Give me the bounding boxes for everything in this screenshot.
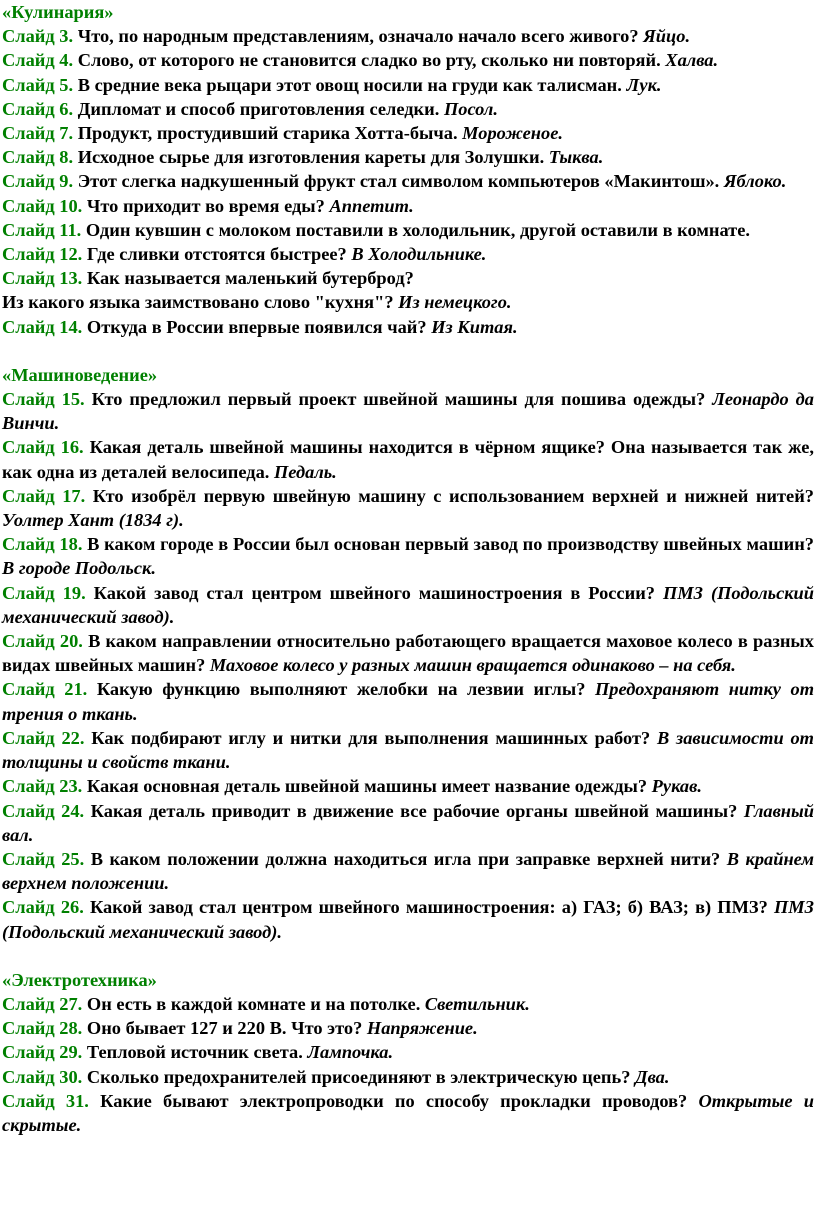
slide-label: Слайд 10. xyxy=(2,195,83,216)
slide-label: Слайд 3. xyxy=(2,26,74,47)
question-text: Продукт, простудивший старика Хотта-быча. xyxy=(77,123,458,144)
quiz-item xyxy=(2,532,814,580)
quiz-item xyxy=(2,1065,814,1089)
quiz-item xyxy=(2,97,814,121)
slide-label: Слайд 12. xyxy=(2,244,83,265)
slide-label: Слайд 15. xyxy=(2,389,85,410)
quiz-item xyxy=(2,847,814,895)
answer-text: В Холодильнике. xyxy=(351,244,487,265)
quiz-item xyxy=(2,484,814,532)
question-text: Какие бывают электропроводки по способу прокладки проводов? xyxy=(100,1090,688,1111)
section-title-electrical: «Электротехника» xyxy=(2,969,157,990)
question-text: Какой завод стал центром швейного машиностроения в России? xyxy=(93,582,655,603)
slide-label: Слайд 16. xyxy=(2,437,84,458)
answer-text: Из Китая. xyxy=(431,316,518,337)
slide-label: Слайд 23. xyxy=(2,776,83,797)
answer-text: В зависимости от толщины и свойств ткани. xyxy=(2,727,814,773)
section-spacer xyxy=(2,944,814,968)
quiz-item xyxy=(2,435,814,483)
quiz-item xyxy=(2,73,814,97)
quiz-item xyxy=(2,48,814,72)
section-title-machine-science: «Машиноведение» xyxy=(2,364,158,385)
question-text: Тепловой источник света. xyxy=(86,1042,303,1063)
answer-text: Предохраняют нитку от трения о ткань. xyxy=(2,679,815,724)
question-text: Оно бывает 127 и 220 В. Что это? xyxy=(86,1018,363,1039)
slide-label: Слайд 11. xyxy=(2,219,82,240)
quiz-item xyxy=(2,895,814,943)
answer-text: В городе Подольск. xyxy=(2,558,156,579)
question-text: Какой завод стал центром швейного машиностроения: а) ГАЗ; б) ВАЗ; в) ПМЗ? xyxy=(89,897,768,918)
quiz-item xyxy=(2,121,814,145)
question-text: Он есть в каждой комнате и на потолке. xyxy=(86,993,421,1014)
question-text: Из какого языка заимствовано слово "кухня"? xyxy=(2,292,394,313)
question-text: Слово, от которого не становится сладко во рту, сколько ни повторяй. xyxy=(77,50,661,71)
answer-text: Педаль. xyxy=(274,461,337,482)
question-text: В средние века рыцари этот овощ носили на груди как талисман. xyxy=(77,74,622,95)
question-text: В каком положении должна находиться игла при заправке верхней нити? xyxy=(90,848,721,869)
quiz-item xyxy=(2,194,814,218)
quiz-item xyxy=(2,774,814,798)
question-text: В каком направлении относительно работающего вращается маховое колесо в разных видах швейных машин? xyxy=(2,631,814,676)
quiz-item xyxy=(2,315,814,339)
slide-label: Слайд 28. xyxy=(2,1018,83,1039)
slide-label: Слайд 29. xyxy=(2,1042,83,1063)
quiz-item xyxy=(2,629,814,677)
question-text: В каком городе в России был основан первый завод по производству швейных машин? xyxy=(87,534,814,555)
section-title-culinary: «Кулинария» xyxy=(2,2,114,22)
slide-label: Слайд 13. xyxy=(2,268,83,289)
slide-label: Слайд 30. xyxy=(2,1066,83,1087)
slide-label: Слайд 18. xyxy=(2,534,83,555)
answer-text: Из немецкого. xyxy=(398,292,512,313)
question-text: Сколько предохранителей присоединяют в электрическую цепь? xyxy=(86,1066,631,1087)
quiz-item xyxy=(2,1016,814,1040)
question-text: Что приходит во время еды? xyxy=(86,195,325,216)
question-text: Какая деталь швейной машины находится в чёрном ящике? Она называется так же, как одна из деталей велосипеда. xyxy=(2,437,814,482)
question-text: Как называется маленький бутерброд? xyxy=(86,268,414,289)
answer-text: Маховое колесо у разных машин вращается одинаково – на себя. xyxy=(209,655,736,676)
answer-text: Посол. xyxy=(443,98,498,119)
question-text: Какая основная деталь швейной машины имеет название одежды? xyxy=(86,776,648,797)
quiz-item xyxy=(2,218,814,242)
question-text: Один кувшин с молоком поставили в холодильник, другой оставили в комнате. xyxy=(85,219,750,240)
question-text: Дипломат и способ приготовления селедки. xyxy=(77,98,440,119)
slide-label: Слайд 19. xyxy=(2,582,86,603)
answer-text: Тыква. xyxy=(548,147,604,168)
slide-label: Слайд 5. xyxy=(2,74,74,95)
question-text: Где сливки отстоятся быстрее? xyxy=(86,244,347,265)
answer-text: Главный вал. xyxy=(2,800,815,845)
slide-label: Слайд 17. xyxy=(2,485,86,506)
answer-text: Яйцо. xyxy=(643,26,691,47)
question-text: Кто предложил первый проект швейной машины для пошива одежды? xyxy=(91,389,706,410)
slide-label: Слайд 4. xyxy=(2,50,74,71)
slide-label: Слайд 6. xyxy=(2,98,74,119)
answer-text: Лампочка. xyxy=(307,1042,394,1063)
slide-label: Слайд 27. xyxy=(2,993,83,1014)
question-text: Как подбирают иглу и нитки для выполнения машинных работ? xyxy=(91,727,651,748)
slide-label: Слайд 26. xyxy=(2,897,84,918)
slide-label: Слайд 21. xyxy=(2,679,88,700)
answer-text: Рукав. xyxy=(651,776,702,797)
answer-text: Аппетит. xyxy=(329,195,414,216)
quiz-item xyxy=(2,242,814,266)
section-spacer xyxy=(2,339,814,363)
quiz-item xyxy=(2,992,814,1016)
slide-label: Слайд 24. xyxy=(2,800,85,821)
answer-text: Лук. xyxy=(626,74,662,95)
question-text: Исходное сырье для изготовления кареты для Золушки. xyxy=(77,147,545,168)
question-text: Этот слегка надкушенный фрукт стал символом компьютеров «Макинтош». xyxy=(77,171,720,192)
slide-label: Слайд 25. xyxy=(2,848,85,869)
question-text: Кто изобрёл первую швейную машину с использованием верхней и нижней нитей? xyxy=(92,485,814,506)
answer-text: Леонардо да Винчи. xyxy=(2,389,814,434)
quiz-item xyxy=(2,677,814,725)
slide-label: Слайд 9. xyxy=(2,171,74,192)
quiz-item xyxy=(2,726,814,774)
answer-text: Светильник. xyxy=(424,993,530,1014)
answer-text: Халва. xyxy=(665,50,719,71)
answer-text: Два. xyxy=(635,1066,670,1087)
answer-text: Напряжение. xyxy=(366,1018,478,1039)
quiz-item xyxy=(2,169,814,193)
answer-text: Уолтер Хант (1834 г). xyxy=(2,510,184,531)
answer-text: ПМЗ (Подольский механический завод). xyxy=(2,582,815,627)
quiz-item xyxy=(2,145,814,169)
slide-label: Слайд 20. xyxy=(2,631,83,652)
quiz-item xyxy=(2,266,814,290)
slide-label: Слайд 31. xyxy=(2,1090,89,1111)
slide-label: Слайд 22. xyxy=(2,727,85,748)
question-text: Какую функцию выполняют желобки на лезвии иглы? xyxy=(96,679,586,700)
slide-label: Слайд 8. xyxy=(2,147,74,168)
question-text: Какая деталь приводит в движение все рабочие органы швейной машины? xyxy=(90,800,738,821)
quiz-item xyxy=(2,1089,814,1137)
quiz-item xyxy=(2,1040,814,1064)
quiz-item xyxy=(2,290,814,314)
answer-text: Открытые и скрытые. xyxy=(2,1090,814,1135)
answer-text: Мороженое. xyxy=(462,123,563,144)
question-text: Откуда в России впервые появился чай? xyxy=(86,316,427,337)
quiz-item xyxy=(2,581,814,629)
slide-label: Слайд 14. xyxy=(2,316,83,337)
quiz-item xyxy=(2,799,814,847)
answer-text: В крайнем верхнем положении. xyxy=(2,848,814,894)
question-text: Что, по народным представлениям, означало начало всего живого? xyxy=(77,26,639,47)
answer-text: Яблоко. xyxy=(723,171,787,192)
quiz-item xyxy=(2,24,814,48)
answer-text: ПМЗ (Подольский механический завод). xyxy=(2,897,814,942)
quiz-item xyxy=(2,387,814,435)
slide-label: Слайд 7. xyxy=(2,123,74,144)
